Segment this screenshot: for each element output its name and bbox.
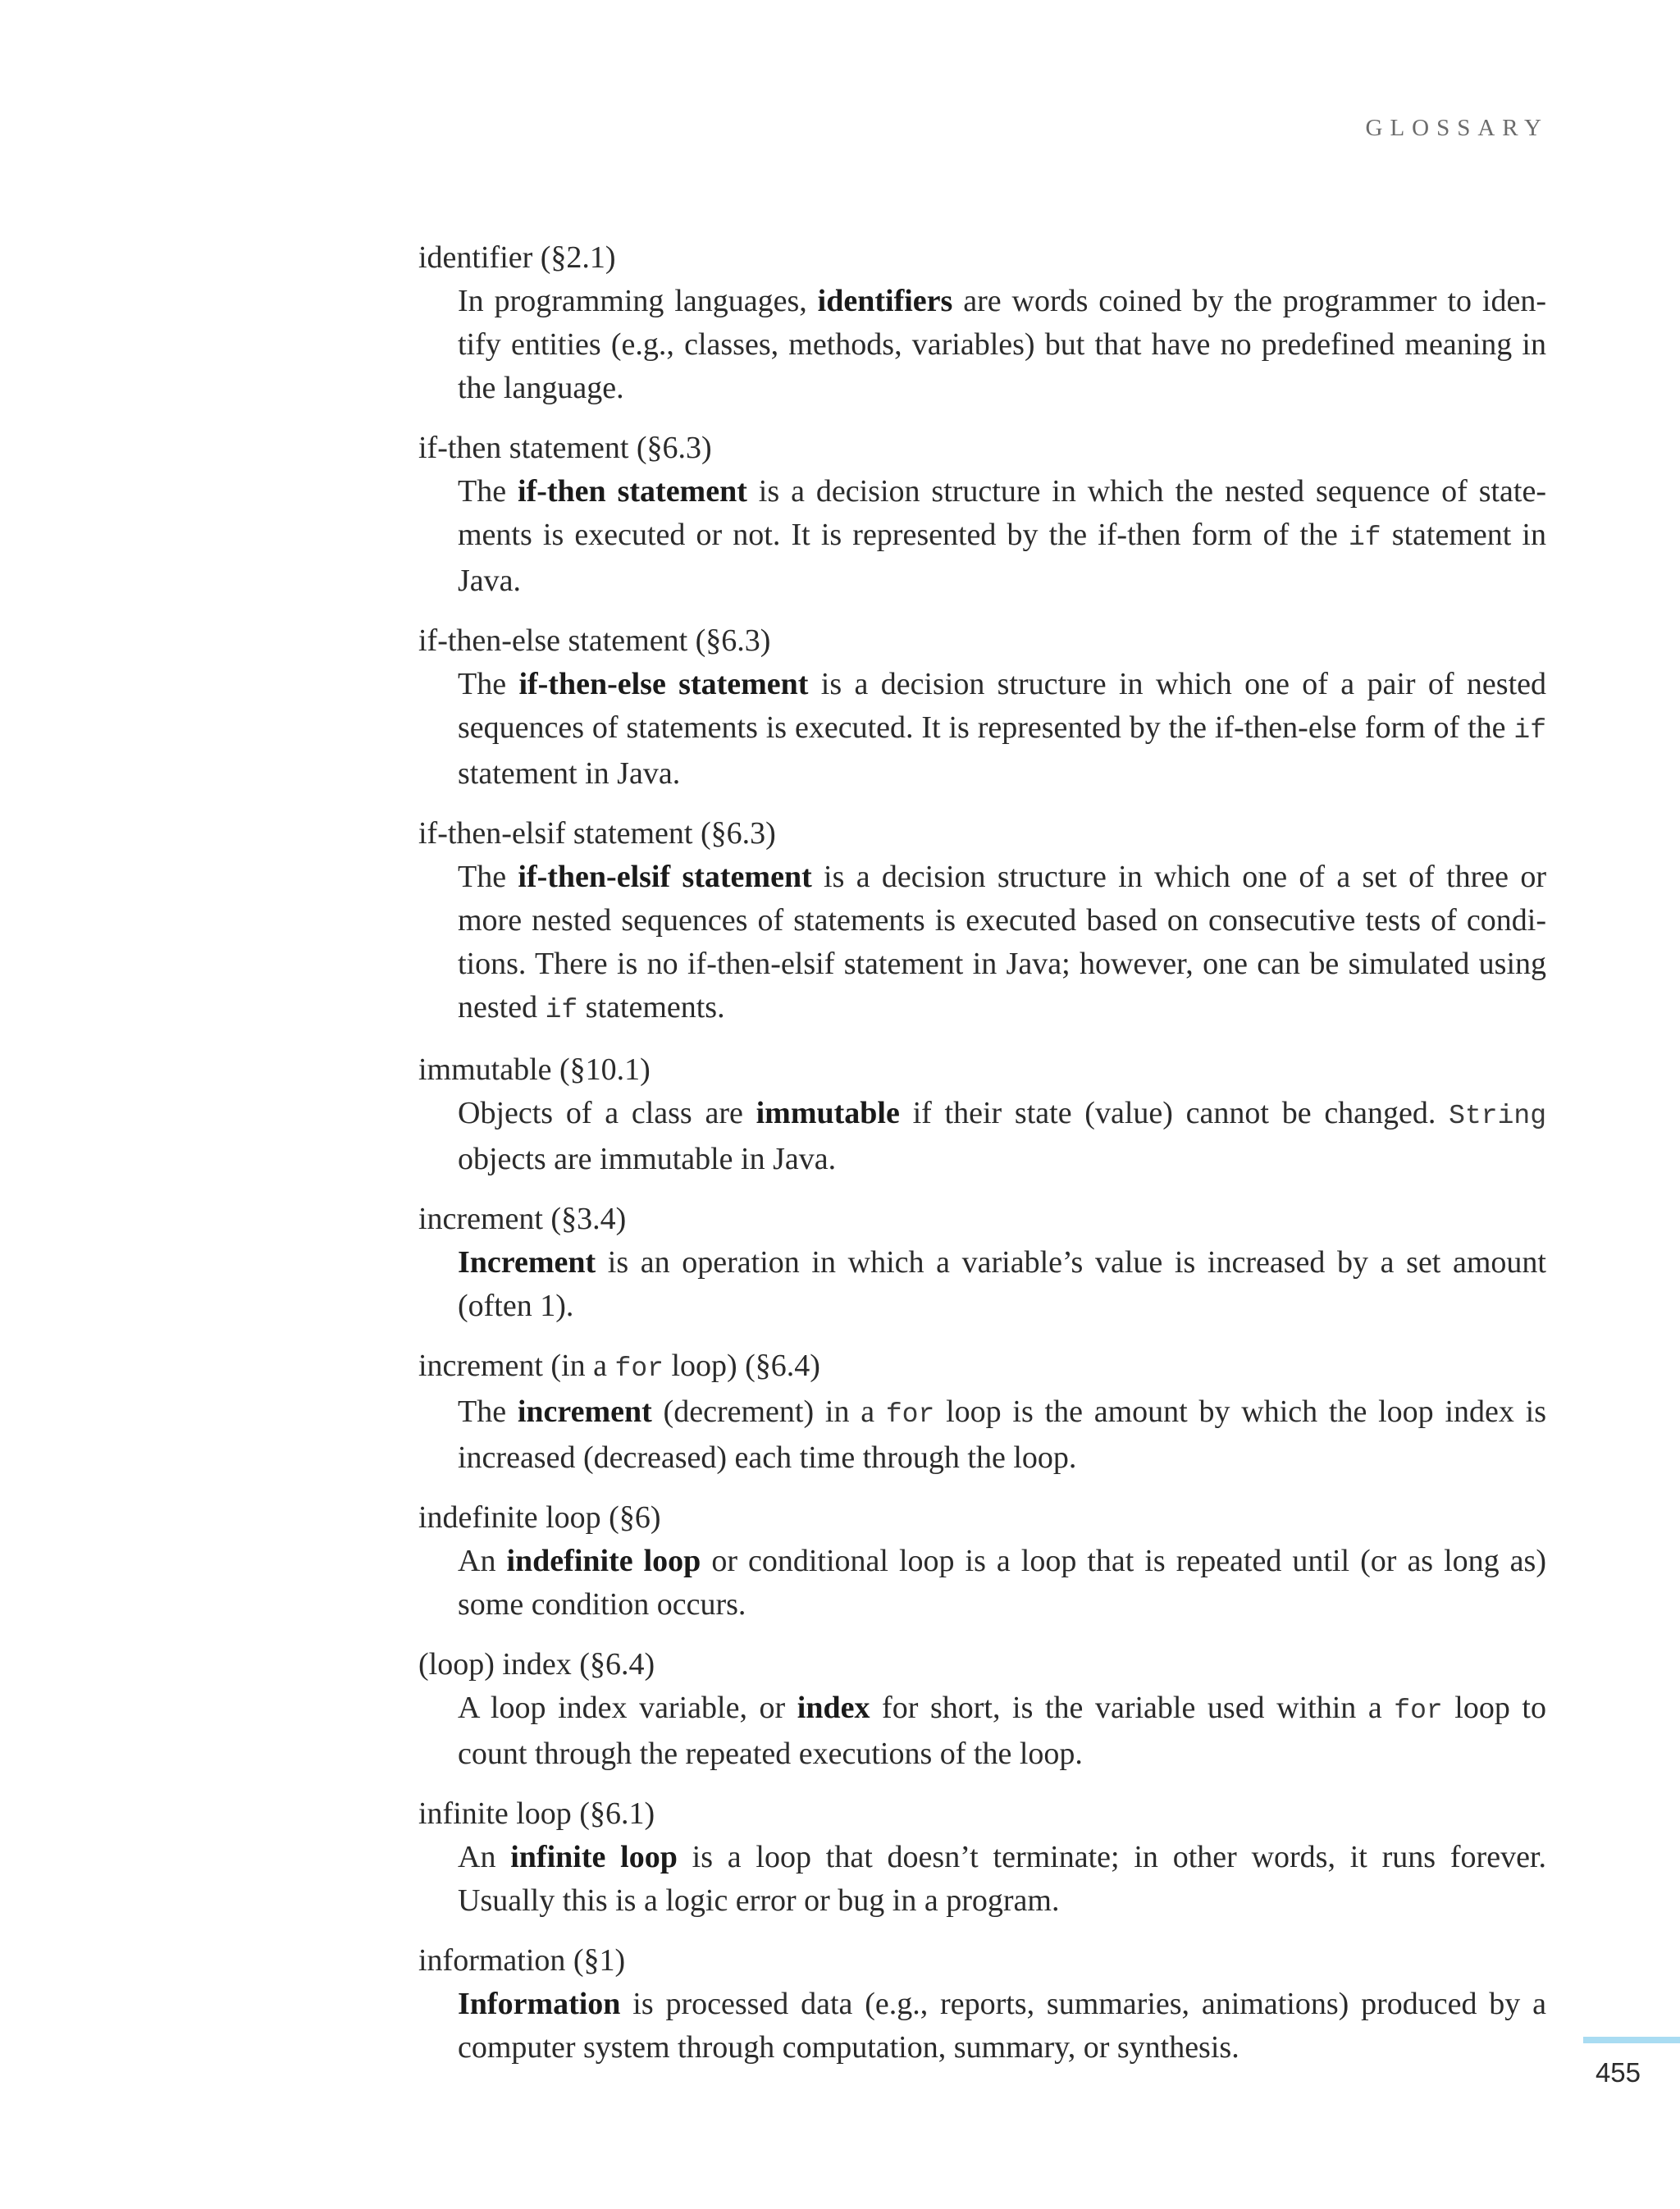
glossary-term: if-then-else statement (§6.3) (418, 623, 771, 658)
glossary-term: increment (§3.4) (418, 1202, 627, 1236)
defined-term: if-then-elsif statement (518, 860, 812, 894)
glossary-entry-identifier (418, 236, 1546, 410)
glossary-entry-infinite-loop (418, 1792, 1546, 1923)
glossary-definition (458, 1241, 1546, 1328)
code-keyword: if (1348, 523, 1381, 553)
glossary-term: if-then statement (§6.3) (418, 431, 712, 465)
definition-text: for short, is the variable used within a (870, 1691, 1395, 1725)
definition-text: Objects of a class are (458, 1096, 756, 1130)
glossary-term: (loop) index (§6.4) (418, 1647, 655, 1682)
glossary-entry-immutable (418, 1048, 1546, 1181)
definition-text: The (458, 474, 518, 509)
defined-term: Increment (458, 1245, 596, 1280)
page-number-accent-bar (1583, 2037, 1680, 2043)
glossary-term: infinite loop (§6.1) (418, 1796, 655, 1831)
glossary-definition (458, 1686, 1546, 1776)
defined-term: if-then statement (518, 474, 747, 509)
definition-text: The (458, 667, 519, 701)
glossary-definition (458, 1092, 1546, 1181)
definition-text: is a decision structure in which one of a pair of nested sequences of statements is executed. It is represented by the if-then-else form of the (458, 667, 1547, 745)
glossary-entry-information (418, 1939, 1546, 2070)
glossary-entry-increment-for-loop (418, 1344, 1546, 1480)
glossary-term: information (§1) (418, 1943, 626, 1978)
glossary-entry-if-then-else-statement (418, 619, 1546, 796)
glossary-entry-increment (418, 1198, 1546, 1328)
definition-text: (decrement) in a (651, 1394, 886, 1429)
definition-text: The (458, 860, 518, 894)
defined-term: increment (517, 1394, 652, 1429)
code-keyword: for (885, 1399, 935, 1430)
glossary-term: indefinite loop (§6) (418, 1500, 661, 1535)
defined-term: infinite loop (510, 1840, 678, 1874)
definition-text: statement in Java. (458, 518, 1546, 598)
page-number: 455 (1595, 2057, 1641, 2088)
glossary-entry-indefinite-loop (418, 1496, 1546, 1627)
code-keyword: if (545, 995, 578, 1025)
definition-text: An (458, 1840, 511, 1874)
glossary-definition (458, 1983, 1546, 2070)
definition-text: statement in Java. (458, 756, 681, 791)
glossary-term: identifier (§2.1) (418, 240, 616, 275)
running-head: GLOSSARY (1365, 115, 1549, 141)
defined-term: index (797, 1691, 870, 1725)
glossary-term: if-then-elsif statement (§6.3) (418, 816, 776, 851)
code-keyword: if (1513, 715, 1546, 746)
glossary-entry-if-then-statement (418, 427, 1546, 603)
glossary-list (418, 236, 1546, 2086)
defined-term: Information (458, 1987, 621, 2021)
code-keyword: for (1394, 1696, 1443, 1726)
definition-text: if their state (value) cannot be changed. (899, 1096, 1449, 1130)
defined-term: immutable (756, 1096, 900, 1130)
definition-text: A loop index variable, or (458, 1691, 797, 1725)
definition-text: is an operation in which a variable’s value is increased by a set amount (often 1). (458, 1245, 1546, 1323)
definition-text: objects are immutable in Java. (458, 1142, 837, 1176)
glossary-definition (458, 856, 1546, 1032)
code-keyword: for (614, 1353, 664, 1384)
glossary-definition (458, 280, 1546, 410)
code-keyword: String (1449, 1101, 1546, 1131)
glossary-definition (458, 470, 1546, 603)
defined-term: identifiers (817, 284, 953, 318)
definition-text: The (458, 1394, 518, 1429)
glossary-entry-if-then-elsif-statement (418, 812, 1546, 1032)
glossary-entry-loop-index (418, 1643, 1546, 1776)
definition-text: is processed data (e.g., reports, summaries, animations) produced by a computer system through computation, summary, or synthesis. (458, 1987, 1546, 2065)
defined-term: indefinite loop (506, 1544, 701, 1578)
glossary-definition (458, 663, 1546, 796)
definition-text: is a decision structure in which the nested sequence of state-ments is executed or not. It is represented by the if-then form of the (458, 474, 1546, 552)
definition-text: is a loop that doesn’t terminate; in other words, it runs forever. Usually this is a logic error or bug in a program. (458, 1840, 1546, 1918)
definition-text: is a decision structure in which one of a set of three or more nested sequences of statements is executed based on consecutive tests of condi-tions. There is no if-then-elsif statement in Java; however, one can be simulated using nested (458, 860, 1546, 1025)
glossary-term: immutable (§10.1) (418, 1052, 651, 1087)
definition-text: statements. (578, 990, 725, 1025)
definition-text: loop is the amount by which the loop index is increased (decreased) each time through the loop. (458, 1394, 1547, 1475)
definition-text: or conditional loop is a loop that is repeated until (or as long as) some condition occurs. (458, 1544, 1546, 1622)
glossary-definition (458, 1540, 1546, 1627)
glossary-definition (458, 1390, 1546, 1480)
term-text: increment (in a (418, 1349, 615, 1383)
definition-text: are words coined by the programmer to iden-tify entities (e.g., classes, methods, variables) but that have no predefined meaning in the language. (458, 284, 1546, 405)
definition-text: loop to count through the repeated executions of the loop. (458, 1691, 1546, 1771)
term-text: loop) (§6.4) (663, 1349, 820, 1383)
glossary-definition (458, 1836, 1546, 1923)
definition-text: In programming languages, (458, 284, 818, 318)
glossary-term (418, 1344, 1546, 1390)
definition-text: An (458, 1544, 507, 1578)
defined-term: if-then-else statement (518, 667, 809, 701)
